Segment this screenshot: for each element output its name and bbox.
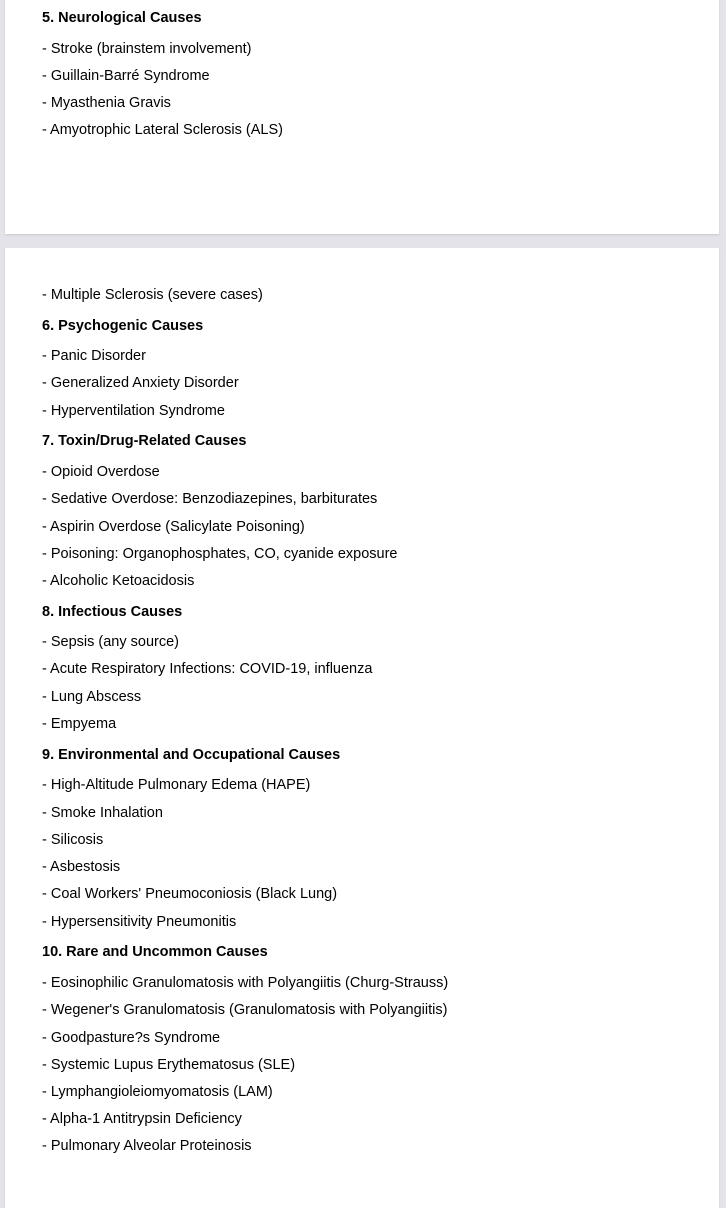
list-item: - Silicosis [42, 832, 104, 848]
section-heading-environmental: 9. Environmental and Occupational Causes [42, 747, 341, 763]
list-item: - Opioid Overdose [42, 464, 160, 480]
list-item: - Amyotrophic Lateral Sclerosis (ALS) [42, 122, 283, 138]
list-item: - Sedative Overdose: Benzodiazepines, barbiturates [42, 491, 378, 507]
list-item: - Wegener's Granulomatosis (Granulomatosis with Polyangiitis) [42, 1002, 448, 1018]
list-item: - Alcoholic Ketoacidosis [42, 573, 195, 589]
list-item: - Stroke (brainstem involvement) [42, 41, 252, 57]
list-item: - Myasthenia Gravis [42, 95, 171, 111]
section-heading-psychogenic: 6. Psychogenic Causes [42, 318, 204, 334]
list-item: - Alpha-1 Antitrypsin Deficiency [42, 1111, 242, 1127]
section-heading-neurological: 5. Neurological Causes [42, 10, 202, 26]
list-item: - Hyperventilation Syndrome [42, 403, 225, 419]
list-item: - Goodpasture?s Syndrome [42, 1030, 221, 1046]
list-item: - Multiple Sclerosis (severe cases) [42, 287, 263, 303]
list-item: - Lymphangioleiomyomatosis (LAM) [42, 1084, 273, 1100]
list-item: - Pulmonary Alveolar Proteinosis [42, 1138, 252, 1154]
document-page-2 [5, 248, 719, 1208]
section-heading-toxin-drug: 7. Toxin/Drug-Related Causes [42, 433, 247, 449]
section-heading-infectious: 8. Infectious Causes [42, 604, 183, 620]
list-item: - Smoke Inhalation [42, 805, 163, 821]
list-item: - Lung Abscess [42, 689, 142, 705]
list-item: - Eosinophilic Granulomatosis with Polyangiitis (Churg-Strauss) [42, 975, 449, 991]
list-item: - Sepsis (any source) [42, 634, 179, 650]
list-item: - Panic Disorder [42, 348, 146, 364]
section-heading-rare: 10. Rare and Uncommon Causes [42, 944, 268, 960]
list-item: - Guillain-Barré Syndrome [42, 68, 210, 84]
list-item: - Hypersensitivity Pneumonitis [42, 914, 237, 930]
list-item: - Asbestosis [42, 859, 121, 875]
list-item: - Poisoning: Organophosphates, CO, cyanide exposure [42, 546, 398, 562]
list-item: - Acute Respiratory Infections: COVID-19, influenza [42, 661, 373, 677]
list-item: - High-Altitude Pulmonary Edema (HAPE) [42, 777, 311, 793]
list-item: - Empyema [42, 716, 117, 732]
list-item: - Generalized Anxiety Disorder [42, 375, 239, 391]
list-item: - Systemic Lupus Erythematosus (SLE) [42, 1057, 296, 1073]
list-item: - Aspirin Overdose (Salicylate Poisoning) [42, 519, 305, 535]
list-item: - Coal Workers' Pneumoconiosis (Black Lung) [42, 886, 338, 902]
document-page-1 [5, 0, 719, 234]
